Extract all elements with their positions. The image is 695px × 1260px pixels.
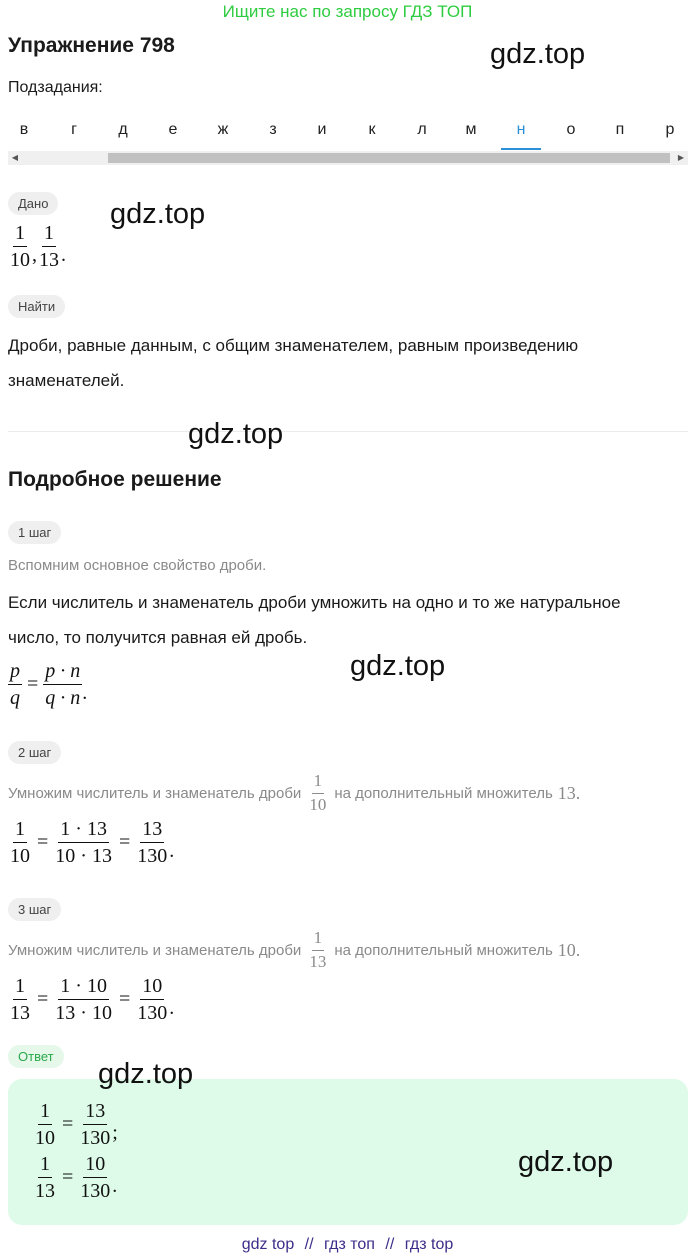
answer-row-2: $\frac{1}{13}$ = $\frac{10}{130}$ .	[35, 1153, 118, 1202]
tab-з[interactable]: з	[269, 121, 277, 138]
step3-hint: Умножим числитель и знаменатель дроби $\frac{1}{13}$ на дополнительный множитель 10.	[8, 928, 581, 971]
exercise-title: Упражнение 798	[8, 34, 175, 57]
watermark: gdz.top	[350, 650, 446, 682]
step3-badge: 3 шаг	[8, 898, 61, 921]
tab-л[interactable]: л	[417, 121, 427, 138]
subtasks-label: Подзадания:	[8, 79, 103, 96]
find-badge: Найти	[8, 295, 65, 318]
tab-р[interactable]: р	[665, 121, 675, 138]
watermark: gdz.top	[98, 1058, 194, 1090]
footer-link[interactable]: гдз топ	[324, 1236, 375, 1253]
tab-и[interactable]: и	[317, 121, 327, 138]
watermark: gdz.top	[490, 38, 586, 70]
step1-text: Если числитель и знаменатель дроби умножить на одно и то же натуральное число, то получится равная ей дробь.	[8, 593, 621, 647]
tab-к[interactable]: к	[368, 121, 376, 138]
footer-separator: //	[304, 1236, 314, 1253]
given-fractions: $\frac{1}{10}$ , $\frac{1}{13}$ .	[10, 222, 66, 271]
tab-н[interactable]: н	[501, 118, 541, 150]
step2-formula: $\frac{1}{10}$ = $\frac{1 \cdot 13}{10 \cdot 13}$ = $\frac{13}{130}$ .	[10, 818, 175, 867]
scroll-right-arrow-icon[interactable]: ▶	[677, 153, 685, 162]
divider	[8, 431, 688, 432]
step3-formula: $\frac{1}{13}$ = $\frac{1 \cdot 10}{13 \cdot 10}$ = $\frac{10}{130}$ .	[10, 975, 175, 1024]
watermark: gdz.top	[188, 418, 284, 450]
tab-д[interactable]: д	[118, 121, 128, 138]
find-text: Дроби, равные данным, с общим знаменателем, равным произведению знаменателей.	[8, 336, 579, 390]
step2-badge: 2 шаг	[8, 741, 61, 764]
answer-row-1: $\frac{1}{10}$ = $\frac{13}{130}$ ;	[35, 1100, 118, 1149]
watermark: gdz.top	[518, 1146, 614, 1178]
tab-е[interactable]: е	[168, 121, 178, 138]
step1-formula: $\frac{p}{q}$ = $\frac{p \cdot n}{q \cdot n}$ .	[10, 660, 88, 709]
tab-м[interactable]: м	[465, 121, 477, 138]
step1-badge: 1 шаг	[8, 521, 61, 544]
footer-link[interactable]: гдз top	[404, 1236, 454, 1253]
footer-separator: //	[385, 1236, 395, 1253]
scroll-left-arrow-icon[interactable]: ◀	[11, 153, 19, 162]
tab-ж[interactable]: ж	[217, 121, 229, 138]
footer-link[interactable]: gdz top	[241, 1236, 295, 1253]
tab-в[interactable]: в	[19, 121, 29, 138]
step1-hint: Вспомним основное свойство дроби.	[8, 557, 267, 574]
solution-title: Подробное решение	[8, 468, 222, 491]
watermark: gdz.top	[110, 198, 206, 230]
tab-г[interactable]: г	[71, 121, 77, 138]
tab-о[interactable]: о	[566, 121, 576, 138]
scrollbar-thumb[interactable]	[108, 153, 670, 163]
promo-banner[interactable]: Ищите нас по запросу ГДЗ ТОП	[222, 2, 473, 21]
fraction: $\frac{1}{10}$	[10, 222, 30, 271]
horizontal-scrollbar[interactable]	[8, 151, 688, 165]
tab-п[interactable]: п	[615, 121, 625, 138]
step2-hint: Умножим числитель и знаменатель дроби $\frac{1}{10}$ на дополнительный множитель 13.	[8, 771, 581, 814]
fraction: $\frac{1}{13}$	[39, 222, 59, 271]
given-badge: Дано	[8, 192, 58, 215]
subtask-tabs	[0, 118, 695, 150]
answer-badge: Ответ	[8, 1045, 64, 1068]
footer-links	[0, 1236, 695, 1254]
